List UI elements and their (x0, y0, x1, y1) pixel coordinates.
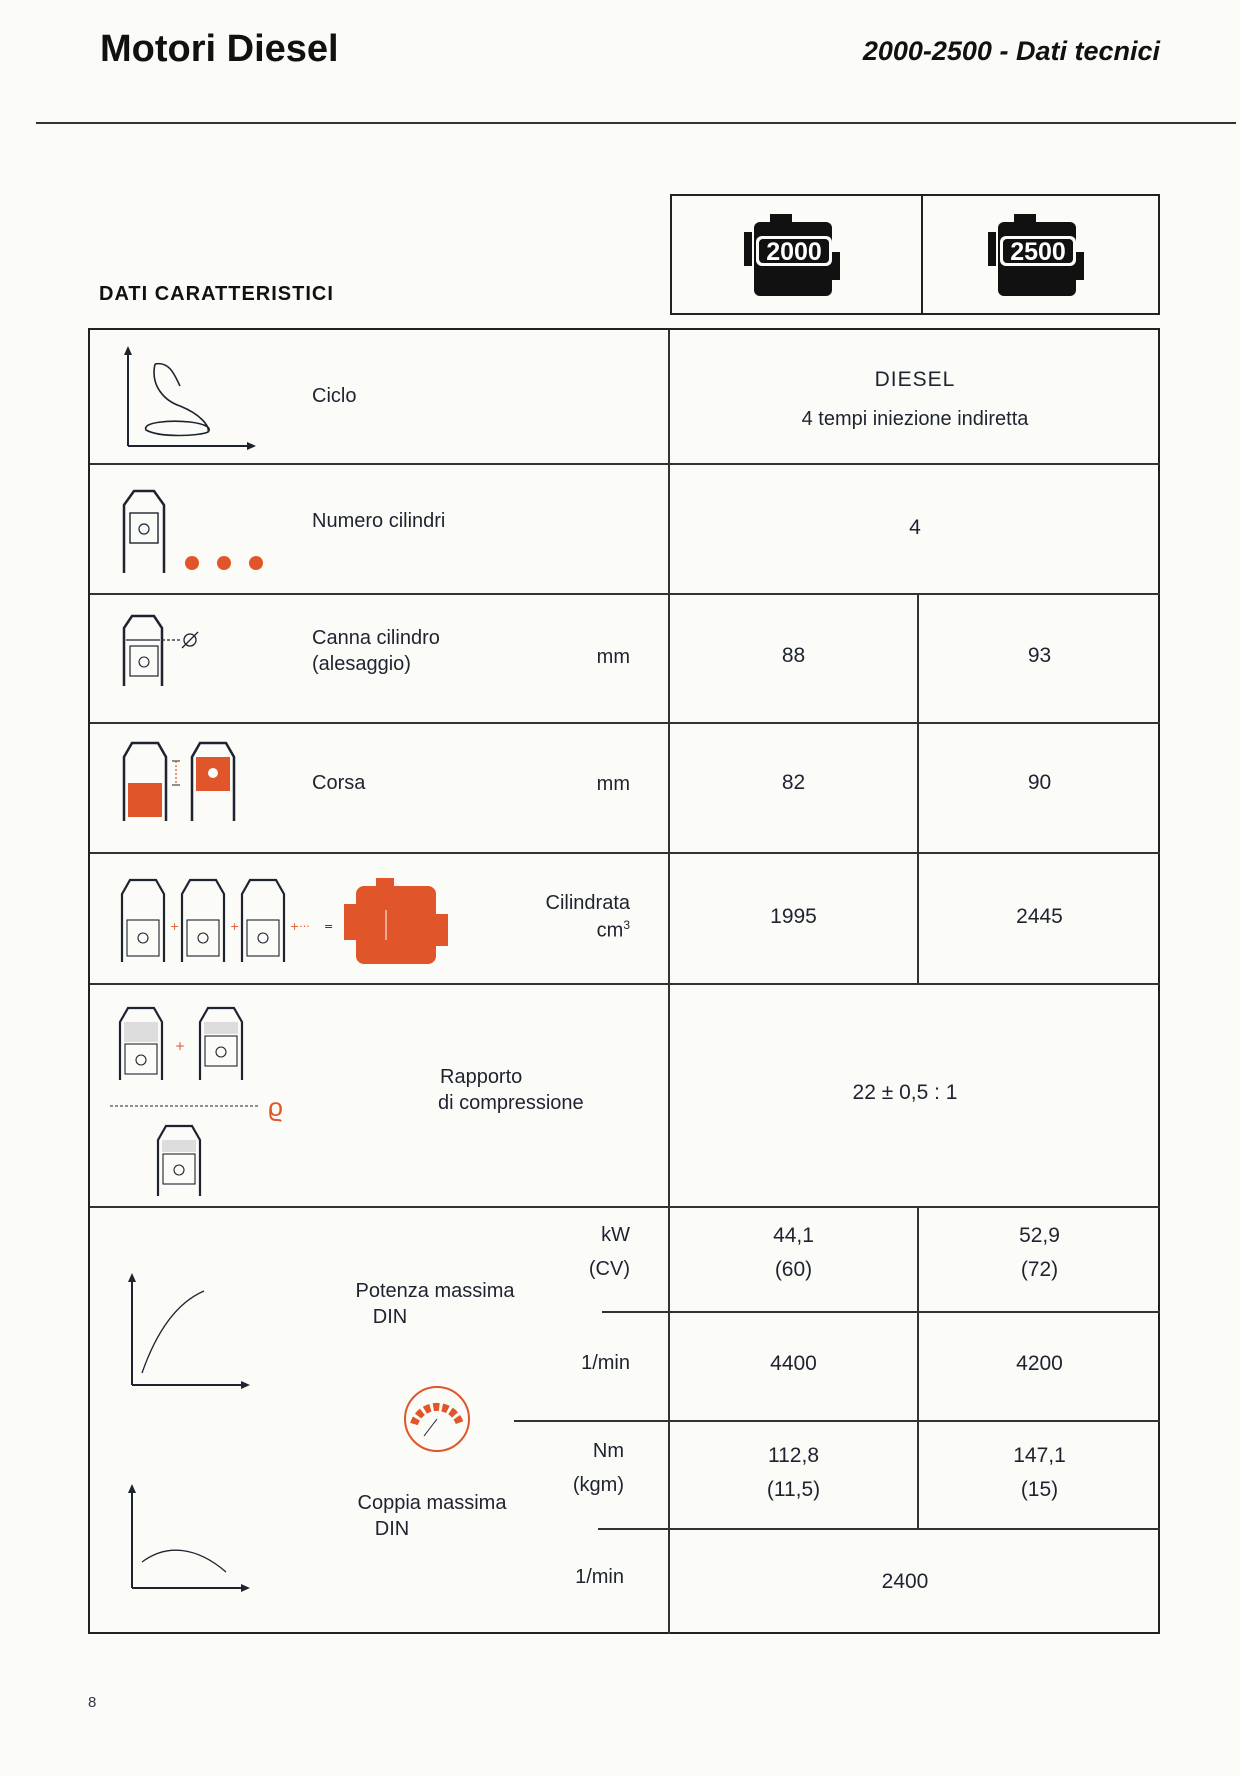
row-line (90, 983, 1160, 985)
svg-text:=: = (324, 920, 334, 933)
engine-header (670, 194, 1160, 315)
section-title: DATI CARATTERISTICI (99, 283, 334, 305)
svg-text:2000: 2000 (766, 238, 822, 266)
unit-canna: mm (596, 646, 630, 668)
displacement-engine-icon (118, 870, 498, 970)
unit-cilindrata: $cm^3$ (596, 918, 630, 942)
svg-text:2500: 2500 (1010, 238, 1066, 266)
pv-diagram-icon (120, 346, 260, 456)
svg-text:+···: +··· (290, 920, 310, 933)
value-potenza-2500-cv: (72) (1020, 1258, 1059, 1281)
tachometer-icon (402, 1384, 472, 1454)
cylinder-icon (120, 475, 280, 585)
label-cilindri: Numero cilindri (312, 510, 446, 532)
value-potenza-2500-rpm: 4200 (1016, 1352, 1063, 1375)
label-canna: Canna cilindro (312, 627, 440, 649)
value-coppia-2000-kgm: (11,5) (766, 1478, 821, 1501)
svg-text:+: + (175, 1039, 186, 1053)
label-potenza-din: DIN (372, 1306, 408, 1328)
engine-2500-icon (986, 214, 1086, 306)
unit-corsa: mm (596, 773, 630, 795)
value-cilindri: 4 (909, 516, 921, 539)
unit-coppia-kgm: (kgm) (572, 1474, 624, 1496)
page-number: 8 (88, 1694, 97, 1711)
compression-icon (100, 1000, 320, 1200)
row-line (602, 1311, 1160, 1313)
label-coppia-din: DIN (374, 1518, 410, 1540)
svg-text:+: + (230, 920, 240, 933)
value-rapporto: 22 ± 0,5 : 1 (852, 1081, 958, 1104)
bore-icon (120, 610, 220, 690)
value-canna-2500: 93 (1027, 644, 1052, 667)
row-line (514, 1420, 1160, 1422)
value-potenza-2000-rpm: 4400 (770, 1352, 817, 1375)
spec-table (88, 328, 1160, 1634)
label-coppia: Coppia massima (357, 1492, 507, 1514)
header-rule (36, 122, 1236, 124)
unit-potenza-kw: kW (601, 1224, 630, 1246)
value-coppia-rpm: 2400 (881, 1570, 929, 1593)
value-coppia-2500-kgm: (15) (1020, 1478, 1059, 1501)
label-potenza: Potenza massima (355, 1280, 515, 1302)
value-potenza-2000-kw: 44,1 (773, 1224, 814, 1247)
unit-coppia-rpm: 1/min (575, 1566, 624, 1588)
value-coppia-2000-nm: 112,8 (768, 1444, 819, 1467)
engine-header-divider (921, 196, 923, 313)
compression-symbol: ϱ (268, 1092, 283, 1122)
engine-2000-icon (742, 214, 842, 306)
value-ciclo-type: DIESEL (874, 368, 956, 391)
row-line (90, 463, 1160, 465)
row-line (90, 722, 1160, 724)
unit-coppia-nm: Nm (592, 1440, 624, 1462)
label-canna-sub: (alesaggio) (312, 653, 411, 675)
row-line (90, 593, 1160, 595)
page-title: Motori Diesel (100, 28, 339, 70)
page-subtitle: 2000-2500 - Dati tecnici (862, 36, 1160, 66)
row-line (598, 1528, 1160, 1530)
value-coppia-2500-nm: 147,1 (1013, 1444, 1066, 1467)
row-line (90, 852, 1160, 854)
label-corsa: Corsa (312, 772, 366, 794)
row-line (90, 1206, 1160, 1208)
value-potenza-2500-kw: 52,9 (1019, 1224, 1060, 1247)
value-corsa-2500: 90 (1027, 771, 1052, 794)
value-ciclo-desc: 4 tempi iniezione indiretta (801, 408, 1029, 430)
label-rapporto: Rapporto (440, 1066, 523, 1088)
label-rapporto-sub: di compressione (438, 1092, 584, 1114)
torque-curve-icon (116, 1484, 256, 1604)
label-cilindrata: Cilindrata (545, 892, 630, 914)
power-curve-icon (116, 1273, 256, 1393)
value-potenza-2000-cv: (60) (774, 1258, 813, 1281)
svg-text:+: + (170, 920, 180, 933)
value-canna-2000: 88 (781, 644, 806, 667)
value-cilindrata-2500: 2445 (1016, 905, 1063, 928)
value-corsa-2000: 82 (781, 771, 806, 794)
stroke-icon (120, 735, 260, 825)
unit-potenza-cv: (CV) (588, 1258, 630, 1280)
label-ciclo: Ciclo (312, 385, 357, 407)
value-cilindrata-2000: 1995 (770, 905, 817, 928)
unit-potenza-rpm: 1/min (581, 1352, 630, 1374)
